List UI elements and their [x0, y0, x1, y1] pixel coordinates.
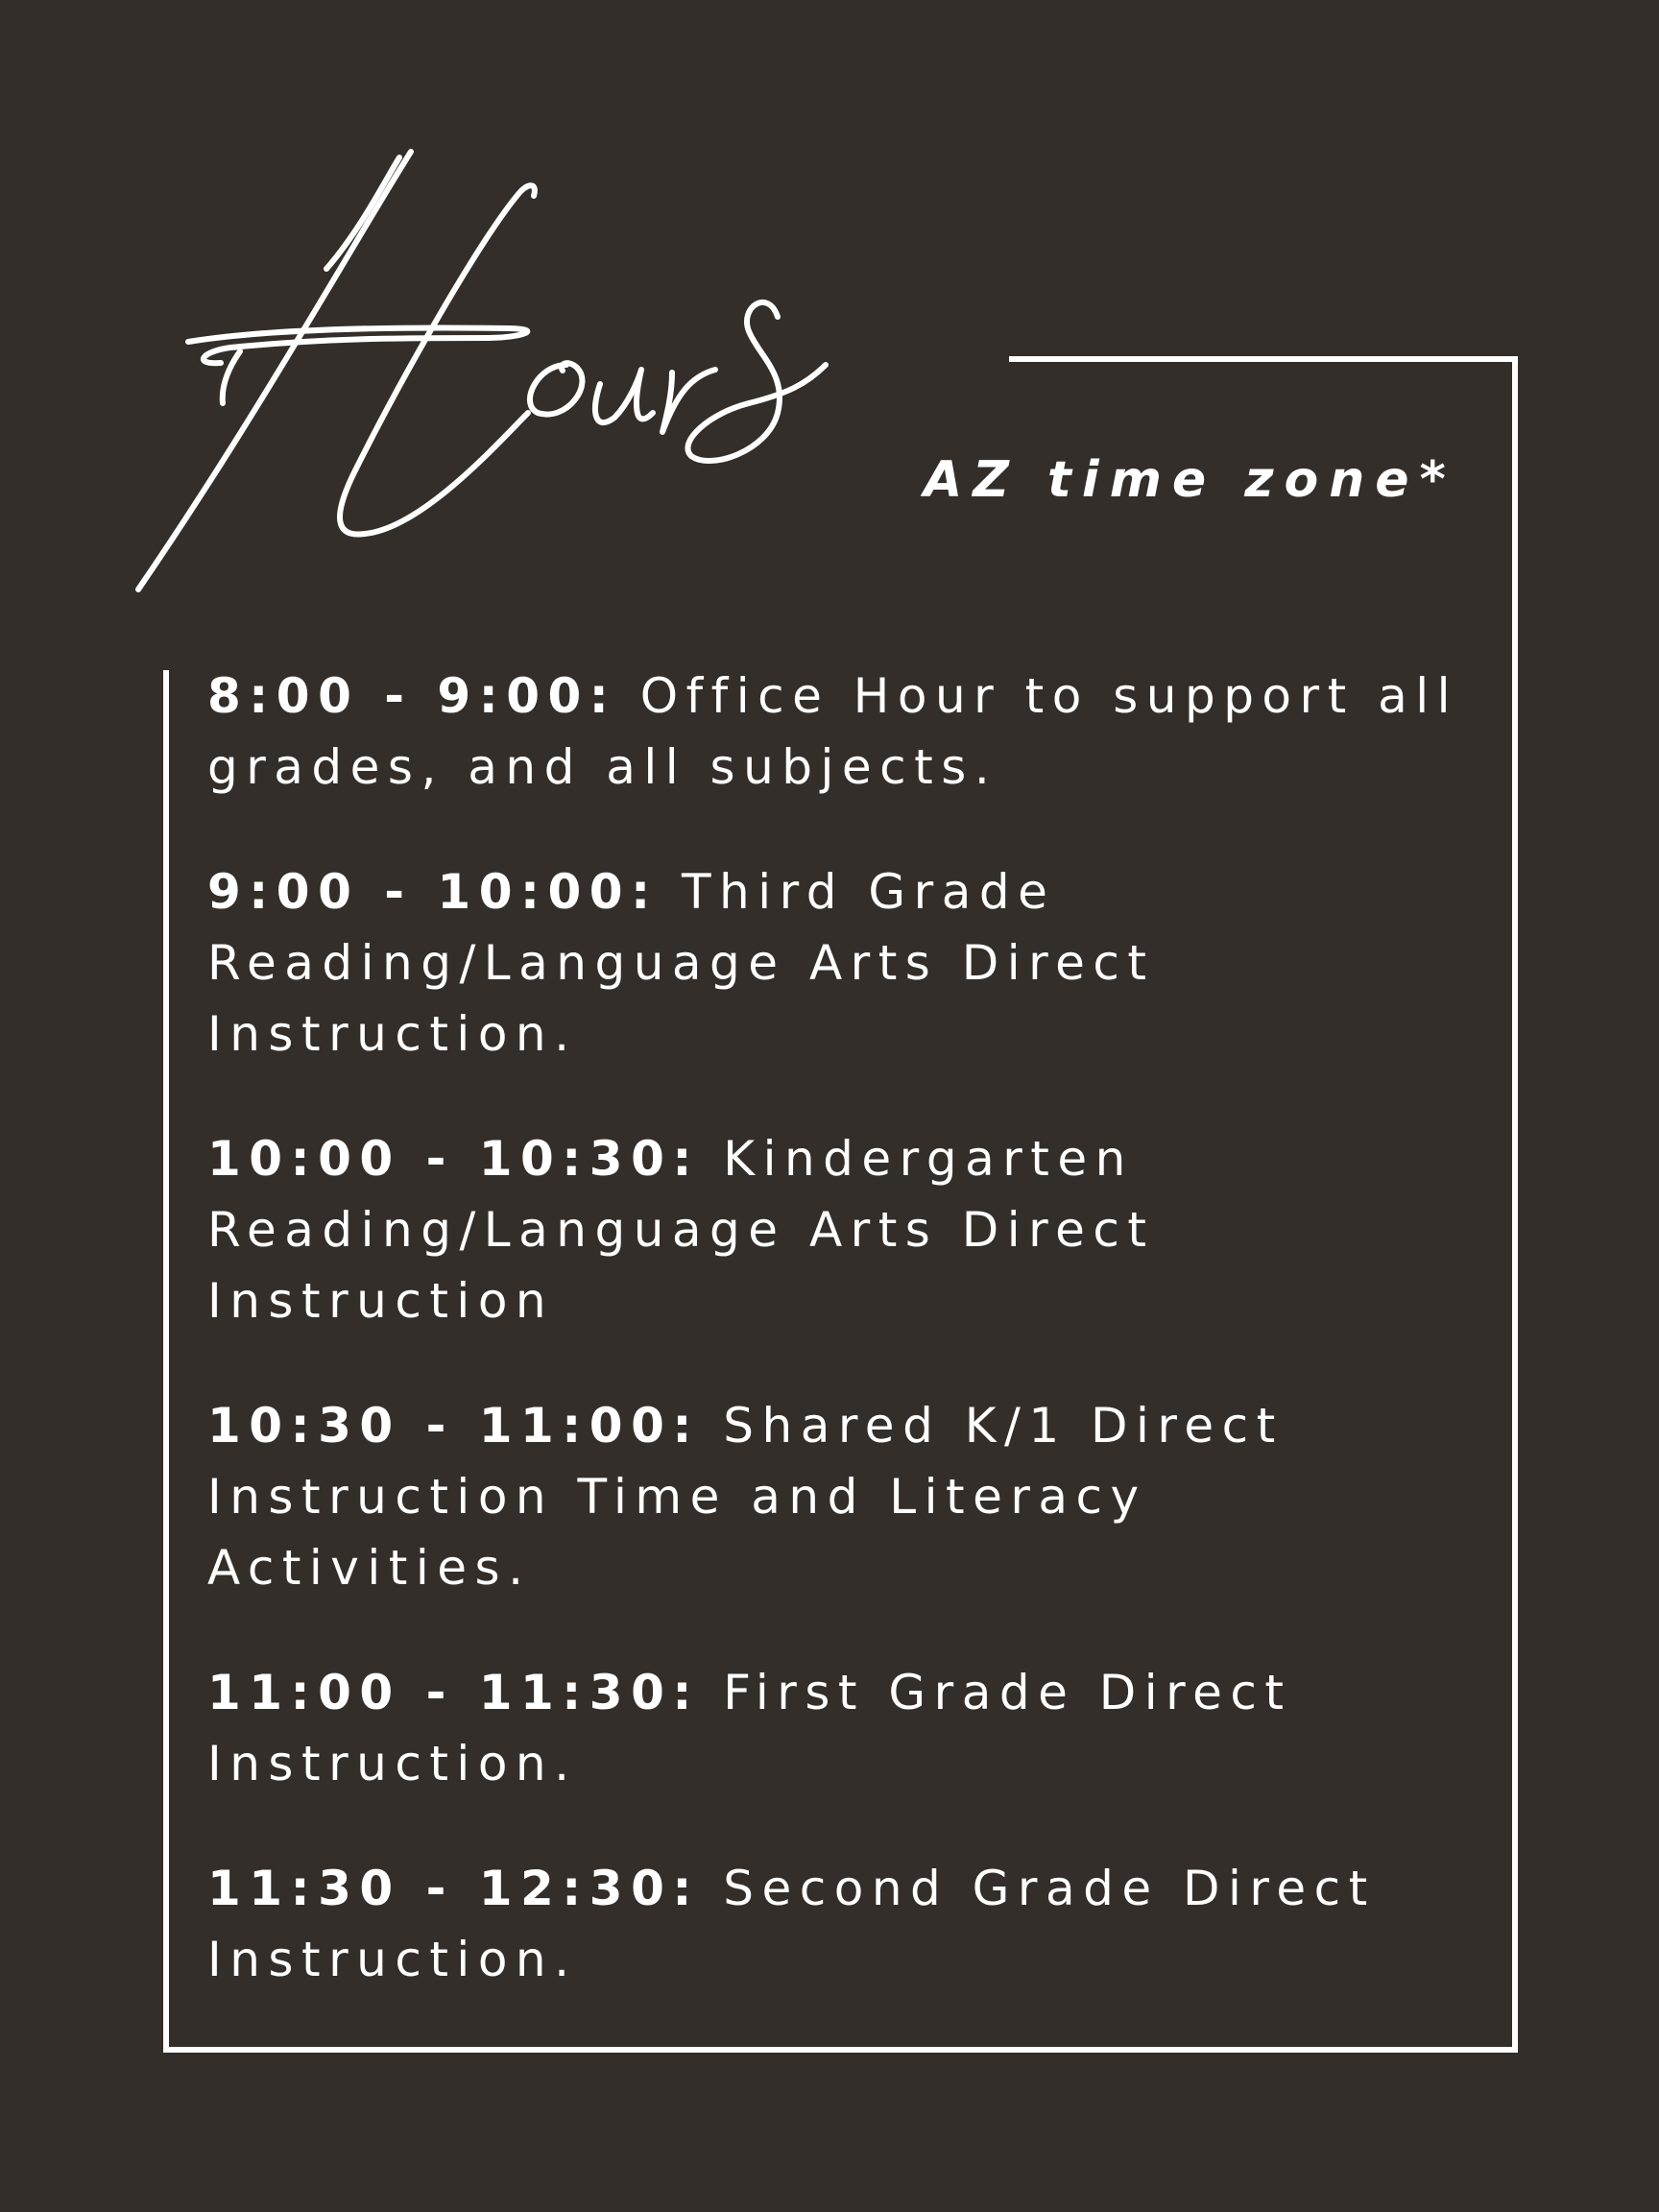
frame-left-border	[163, 670, 169, 2053]
schedule-entry	[207, 1657, 1494, 1799]
schedule-time: 10:30 - 11:00:	[207, 1398, 700, 1454]
schedule-entry	[207, 661, 1494, 803]
frame-top-border	[1009, 356, 1518, 362]
timezone-note: AZ time zone*	[924, 451, 1456, 509]
schedule-entry	[207, 1390, 1494, 1603]
schedule-description: First Grade Direct Instruction.	[207, 1665, 1292, 1791]
schedule-time: 9:00 - 10:00:	[207, 864, 659, 920]
schedule-description: Shared K/1 Direct Instruction Time and Literacy Activities.	[207, 1398, 1284, 1596]
schedule-entry	[207, 856, 1494, 1070]
schedule-time: 10:00 - 10:30:	[207, 1131, 700, 1187]
schedule-list	[207, 661, 1494, 2049]
schedule-entry	[207, 1853, 1494, 1995]
schedule-description: Second Grade Direct Instruction.	[207, 1861, 1376, 1987]
schedule-time: 11:00 - 11:30:	[207, 1665, 700, 1720]
hours-script-heading	[115, 125, 902, 605]
schedule-entry	[207, 1123, 1494, 1336]
frame-right-border	[1512, 356, 1518, 2053]
schedule-description: Kindergarten Reading/Language Arts Direct Instruction	[207, 1131, 1155, 1329]
schedule-time: 11:30 - 12:30:	[207, 1861, 700, 1916]
schedule-description: Third Grade Reading/Language Arts Direct Instruction.	[207, 864, 1155, 1062]
schedule-description: Office Hour to support all grades, and all subjects.	[207, 668, 1459, 795]
schedule-time: 8:00 - 9:00:	[207, 668, 617, 724]
